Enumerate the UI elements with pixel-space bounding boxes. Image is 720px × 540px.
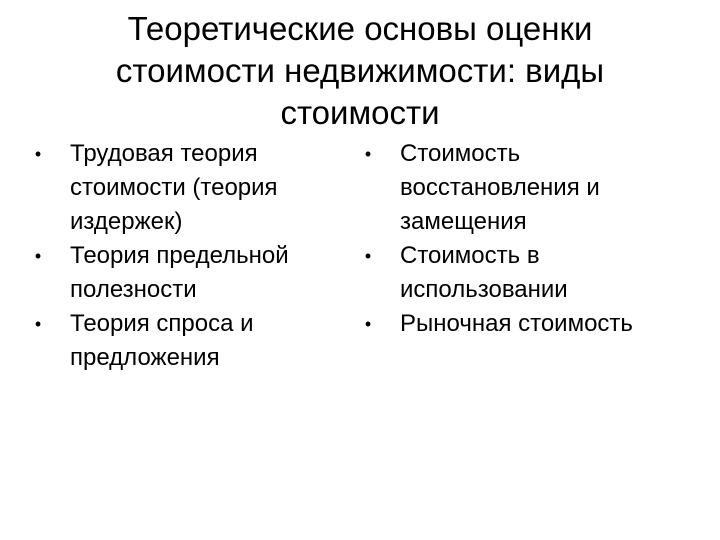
bullet-icon: • xyxy=(364,246,372,266)
list-item xyxy=(358,239,708,307)
list-item-text: Теория спроса и xyxy=(70,310,254,337)
list-item xyxy=(358,137,708,239)
title-line: стоимости xyxy=(280,94,440,131)
list-item-text: Стоимость в xyxy=(400,242,540,269)
list-item xyxy=(358,307,708,341)
slide-title xyxy=(60,8,660,134)
list-item-text: Теория предельной xyxy=(70,242,289,269)
title-line: Теоретические основы оценки xyxy=(127,10,593,47)
left-bullet-list xyxy=(28,137,346,375)
list-item-text: использовании xyxy=(400,276,568,303)
right-bullet-list xyxy=(358,137,708,341)
bullet-icon: • xyxy=(34,246,42,266)
list-item-text: стоимости (теория xyxy=(70,174,278,201)
list-item-text: Стоимость xyxy=(400,140,521,167)
list-item xyxy=(28,239,346,307)
list-item xyxy=(28,137,346,239)
bullet-icon: • xyxy=(34,144,42,164)
list-item-text: полезности xyxy=(70,276,197,303)
title-line: стоимости недвижимости: виды xyxy=(115,52,605,89)
bullet-icon: • xyxy=(364,314,372,334)
bullet-icon: • xyxy=(364,144,372,164)
list-item-text: издержек) xyxy=(70,208,183,235)
list-item-text: предложения xyxy=(70,344,220,371)
list-item xyxy=(28,307,346,375)
list-item-text: Трудовая теория xyxy=(70,140,258,167)
bullet-icon: • xyxy=(34,314,42,334)
list-item-text: восстановления и xyxy=(400,174,600,201)
list-item-text: Рыночная стоимость xyxy=(400,310,633,337)
list-item-text: замещения xyxy=(400,208,527,235)
